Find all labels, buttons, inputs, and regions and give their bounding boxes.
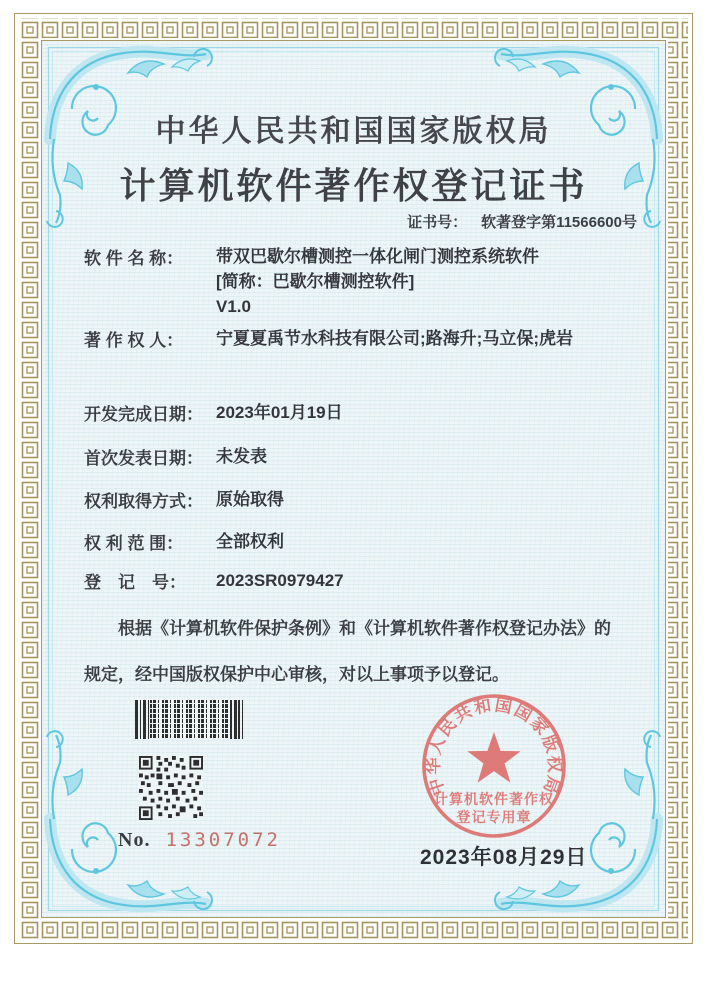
software-name-line1: 带双巴歇尔槽测控一体化闸门测控系统软件 <box>216 247 539 266</box>
field-software-name <box>84 244 629 319</box>
statement-line2: 规定，经中国版权保护中心审核，对以上事项予以登记。 <box>84 665 509 684</box>
seal-bottom-line1: 计算机软件著作权 <box>434 793 554 808</box>
certificate-title: 计算机软件著作权登记证书 <box>119 166 588 206</box>
seal-bottom-line2: 登记专用章 <box>456 811 532 826</box>
serial-prefix: No. <box>118 829 151 851</box>
pdf417-barcode-icon <box>135 700 243 739</box>
qr-code-icon <box>139 756 203 820</box>
field-value: 宁夏夏禹节水科技有限公司;路海升;马立保;虎岩 <box>216 329 573 348</box>
software-name-line2: [简称：巴歇尔槽测控软件] <box>216 272 415 291</box>
certificate-number-value: 软著登字第11566600号 <box>481 214 637 231</box>
field-value <box>216 244 629 319</box>
field-copyright-owner <box>84 326 629 351</box>
official-seal <box>417 689 571 843</box>
field-value: 全部权利 <box>216 532 284 551</box>
field-label: 开发完成日期： <box>84 405 203 424</box>
field-label: 权利取得方式： <box>84 492 203 511</box>
serial-number-line <box>118 829 281 852</box>
field-label: 著 作 权 人： <box>84 331 184 350</box>
field-value: 2023年01月19日 <box>216 403 343 422</box>
seal-ring-text: 中华人民共和国国家版权局 <box>423 695 565 798</box>
registration-statement <box>84 606 632 698</box>
field-label: 登 记 号： <box>84 573 186 592</box>
field-label: 首次发表日期： <box>84 449 203 468</box>
issuing-authority-title: 中华人民共和国国家版权局 <box>155 115 552 148</box>
statement-line1: 根据《计算机软件保护条例》和《计算机软件著作权登记办法》的 <box>118 619 611 638</box>
issue-date: 2023年08月29日 <box>420 846 588 869</box>
serial-number: 13307072 <box>165 829 281 851</box>
field-value: 原始取得 <box>216 490 284 509</box>
barcode-start-bars <box>135 700 150 739</box>
certificate-number-label: 证书号： <box>407 214 468 231</box>
field-value: 未发表 <box>216 447 267 466</box>
field-label: 权 利 范 围： <box>84 534 184 553</box>
field-right-scope <box>84 529 629 554</box>
certificate-number-line <box>407 211 637 232</box>
software-version: V1.0 <box>216 297 251 316</box>
field-right-acquisition <box>84 487 629 512</box>
field-registration-no <box>84 568 629 593</box>
barcode-data-region <box>150 700 230 739</box>
barcode-stop-bars <box>230 700 243 739</box>
field-dev-complete-date <box>84 400 629 425</box>
field-label: 软 件 名 称： <box>84 249 184 268</box>
field-value: 2023SR0979427 <box>216 571 344 590</box>
five-point-star-icon <box>467 732 520 783</box>
field-first-publish-date <box>84 444 629 469</box>
